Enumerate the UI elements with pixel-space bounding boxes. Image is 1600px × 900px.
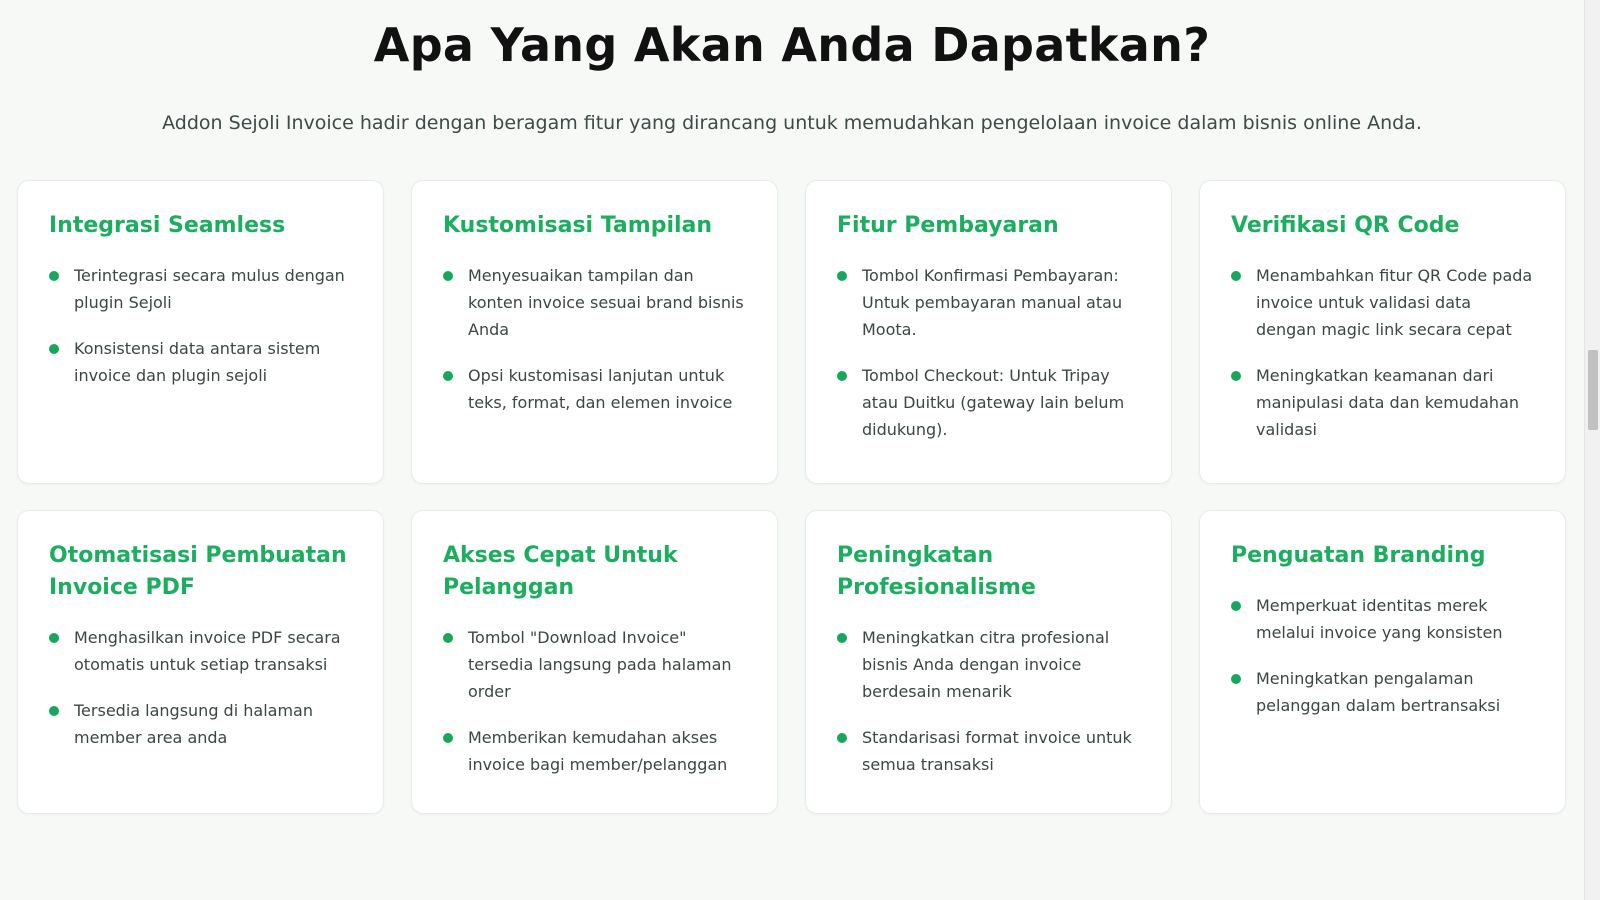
feature-list-item [1231, 262, 1535, 343]
feature-list-text: Standarisasi format invoice untuk semua transaksi [862, 728, 1132, 774]
feature-grid [17, 180, 1568, 814]
feature-list-text: Menyesuaikan tampilan dan konten invoice sesuai brand bisnis Anda [468, 266, 744, 339]
feature-card [17, 180, 384, 484]
feature-list [443, 624, 747, 778]
feature-list-item [1231, 665, 1535, 719]
feature-list-item [443, 362, 747, 416]
feature-card [17, 510, 384, 814]
feature-card-title: Integrasi Seamless [49, 213, 286, 238]
bullet-dot-icon [837, 271, 847, 281]
feature-card-title: Peningkatan Profesionalisme [837, 543, 1036, 600]
bullet-dot-icon [49, 271, 59, 281]
feature-list-text: Tombol "Download Invoice" tersedia langsung pada halaman order [468, 628, 732, 701]
vertical-scrollbar[interactable] [1584, 0, 1600, 900]
bullet-dot-icon [443, 733, 453, 743]
feature-list [837, 624, 1141, 778]
feature-card-title: Otomatisasi Pembuatan Invoice PDF [49, 543, 347, 600]
feature-list [837, 262, 1141, 443]
feature-list-text: Meningkatkan pengalaman pelanggan dalam bertransaksi [1256, 669, 1501, 715]
feature-list-item [49, 262, 353, 316]
bullet-dot-icon [443, 633, 453, 643]
feature-list-text: Menghasilkan invoice PDF secara otomatis untuk setiap transaksi [74, 628, 341, 674]
feature-card [805, 510, 1172, 814]
bullet-dot-icon [49, 344, 59, 354]
feature-list-item [443, 262, 747, 343]
bullet-dot-icon [837, 371, 847, 381]
feature-list-item [49, 624, 353, 678]
feature-card-title: Fitur Pembayaran [837, 213, 1059, 238]
section-title: Apa Yang Akan Anda Dapatkan? [373, 18, 1211, 72]
feature-card-title: Akses Cepat Untuk Pelanggan [443, 543, 678, 600]
feature-list-text: Opsi kustomisasi lanjutan untuk teks, format, dan elemen invoice [468, 366, 733, 412]
feature-list-text: Meningkatkan keamanan dari manipulasi data dan kemudahan validasi [1256, 366, 1520, 439]
bullet-dot-icon [1231, 371, 1241, 381]
feature-list-item [443, 724, 747, 778]
feature-list-text: Memperkuat identitas merek melalui invoice yang konsisten [1256, 596, 1503, 642]
feature-card [411, 510, 778, 814]
feature-card [1199, 180, 1566, 484]
feature-card-title: Kustomisasi Tampilan [443, 213, 713, 238]
feature-list-text: Menambahkan fitur QR Code pada invoice untuk validasi data dengan magic link secara cepat [1256, 266, 1533, 339]
feature-list-item [1231, 362, 1535, 443]
feature-list-text: Tersedia langsung di halaman member area anda [74, 701, 313, 747]
feature-list [443, 262, 747, 416]
feature-list [1231, 592, 1535, 719]
bullet-dot-icon [837, 733, 847, 743]
bullet-dot-icon [49, 706, 59, 716]
bullet-dot-icon [443, 371, 453, 381]
feature-card [805, 180, 1172, 484]
section-subtitle: Addon Sejoli Invoice hadir dengan beragam fitur yang dirancang untuk memudahkan pengelolaan invoice dalam bisnis online Anda. [162, 112, 1422, 134]
feature-card [1199, 510, 1566, 814]
bullet-dot-icon [1231, 271, 1241, 281]
feature-list-item [49, 697, 353, 751]
feature-list-item [837, 624, 1141, 705]
feature-list-text: Terintegrasi secara mulus dengan plugin Sejoli [74, 266, 345, 312]
scrollbar-thumb[interactable] [1588, 350, 1598, 430]
feature-list-text: Tombol Checkout: Untuk Tripay atau Duitku (gateway lain belum didukung). [862, 366, 1125, 439]
feature-list [49, 262, 353, 389]
feature-list-item [837, 362, 1141, 443]
feature-list-text: Tombol Konfirmasi Pembayaran: Untuk pembayaran manual atau Moota. [862, 266, 1123, 339]
feature-list-item [49, 335, 353, 389]
bullet-dot-icon [1231, 674, 1241, 684]
feature-list-item [443, 624, 747, 705]
feature-card-title: Verifikasi QR Code [1231, 213, 1460, 238]
feature-list-item [837, 724, 1141, 778]
feature-list-text: Meningkatkan citra profesional bisnis Anda dengan invoice berdesain menarik [862, 628, 1110, 701]
bullet-dot-icon [49, 633, 59, 643]
feature-card [411, 180, 778, 484]
feature-list [1231, 262, 1535, 443]
feature-list [49, 624, 353, 751]
feature-list-text: Konsistensi data antara sistem invoice dan plugin sejoli [74, 339, 321, 385]
feature-list-item [1231, 592, 1535, 646]
feature-list-item [837, 262, 1141, 343]
bullet-dot-icon [837, 633, 847, 643]
bullet-dot-icon [443, 271, 453, 281]
feature-card-title: Penguatan Branding [1231, 543, 1486, 568]
bullet-dot-icon [1231, 601, 1241, 611]
feature-list-text: Memberikan kemudahan akses invoice bagi member/pelanggan [468, 728, 728, 774]
